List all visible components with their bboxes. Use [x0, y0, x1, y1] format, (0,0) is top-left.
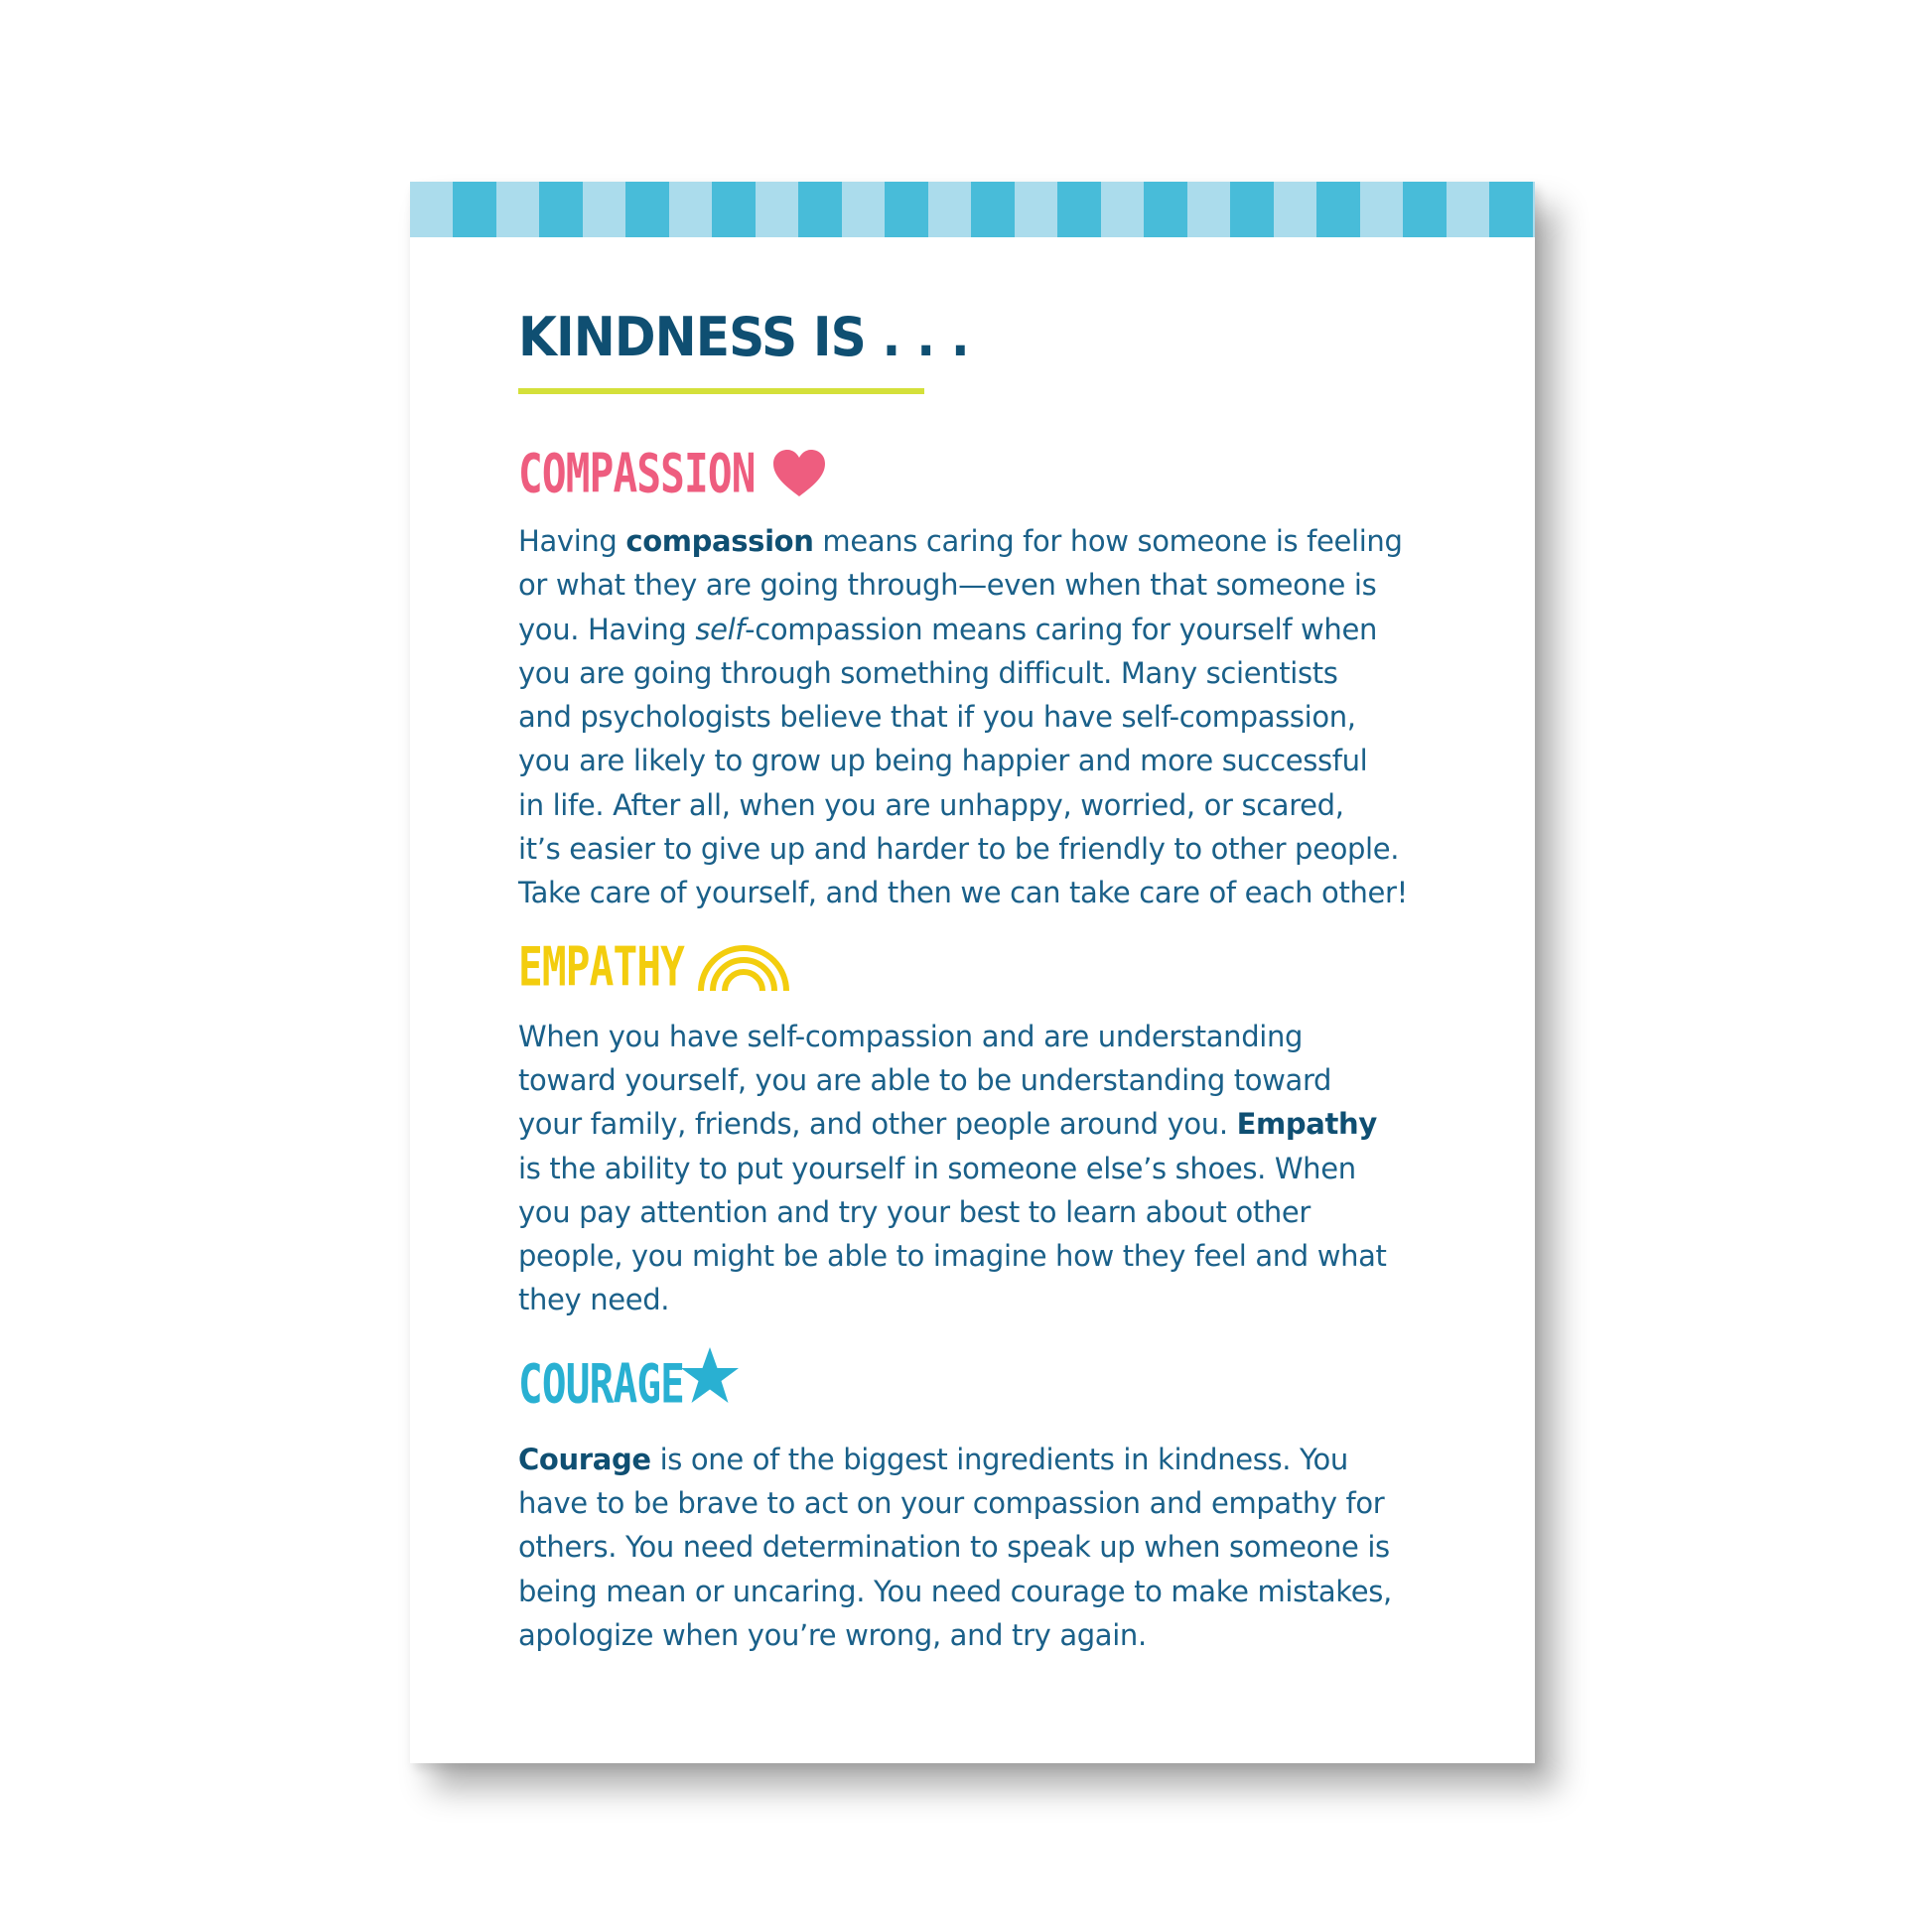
courage-line: being mean or uncaring. You need courage to make mistakes,	[518, 1574, 1392, 1608]
empathy-line: When you have self-compassion and are understanding	[518, 1019, 1304, 1053]
empathy-line: you pay attention and try your best to learn about other	[518, 1194, 1311, 1229]
empathy-line: people, you might be able to imagine how they feel and what	[518, 1239, 1387, 1274]
courage-keyword: Courage	[518, 1442, 651, 1476]
compassion-line: and psychologists believe that if you have self-compassion,	[518, 700, 1356, 735]
rainbow-icon	[695, 941, 792, 993]
empathy-line: toward yourself, you are able to be understanding toward	[518, 1062, 1332, 1097]
striped-top-border	[410, 182, 1535, 237]
compassion-heading	[518, 442, 1471, 505]
kindness-card	[410, 182, 1535, 1763]
star-icon	[679, 1345, 741, 1407]
compassion-heading-label: COMPASSION	[518, 442, 756, 505]
card-content	[518, 306, 1471, 1657]
compassion-line: you are going through something difficult. Many scientists	[518, 655, 1338, 690]
compassion-keyword: compassion	[625, 524, 814, 558]
courage-heading-label: COURAGE	[518, 1352, 685, 1416]
empathy-keyword: Empathy	[1236, 1107, 1377, 1142]
courage-line: others. You need determination to speak up when someone is	[518, 1530, 1390, 1565]
compassion-paragraph	[518, 519, 1471, 915]
compassion-line: Take care of yourself, and then we can take care of each other!	[518, 876, 1408, 910]
empathy-paragraph	[518, 1015, 1471, 1322]
compassion-line: you. Having self-compassion means caring for yourself when	[518, 612, 1377, 646]
empathy-line: is the ability to put yourself in someone else’s shoes. When	[518, 1151, 1356, 1185]
compassion-line: it’s easier to give up and harder to be friendly to other people.	[518, 832, 1400, 867]
courage-line: Courage is one of the biggest ingredients in kindness. You	[518, 1442, 1348, 1476]
courage-paragraph	[518, 1438, 1471, 1657]
empathy-line: your family, friends, and other people around you. Empathy	[518, 1107, 1377, 1142]
title-underline	[518, 388, 924, 394]
compassion-line: Having compassion means caring for how someone is feeling	[518, 524, 1403, 558]
compassion-emphasis: self	[695, 612, 746, 646]
heart-icon	[771, 449, 827, 498]
empathy-heading	[518, 935, 1471, 999]
courage-heading	[518, 1352, 1471, 1416]
courage-line: apologize when you’re wrong, and try again.	[518, 1617, 1147, 1652]
page-title: KINDNESS IS . . .	[518, 306, 969, 368]
compassion-line: or what they are going through—even when that someone is	[518, 568, 1377, 603]
compassion-line: you are likely to grow up being happier and more successful	[518, 744, 1368, 778]
compassion-line: in life. After all, when you are unhappy, worried, or scared,	[518, 787, 1344, 822]
empathy-line: they need.	[518, 1283, 670, 1317]
courage-line: have to be brave to act on your compassion and empathy for	[518, 1486, 1385, 1521]
empathy-heading-label: EMPATHY	[518, 935, 685, 998]
